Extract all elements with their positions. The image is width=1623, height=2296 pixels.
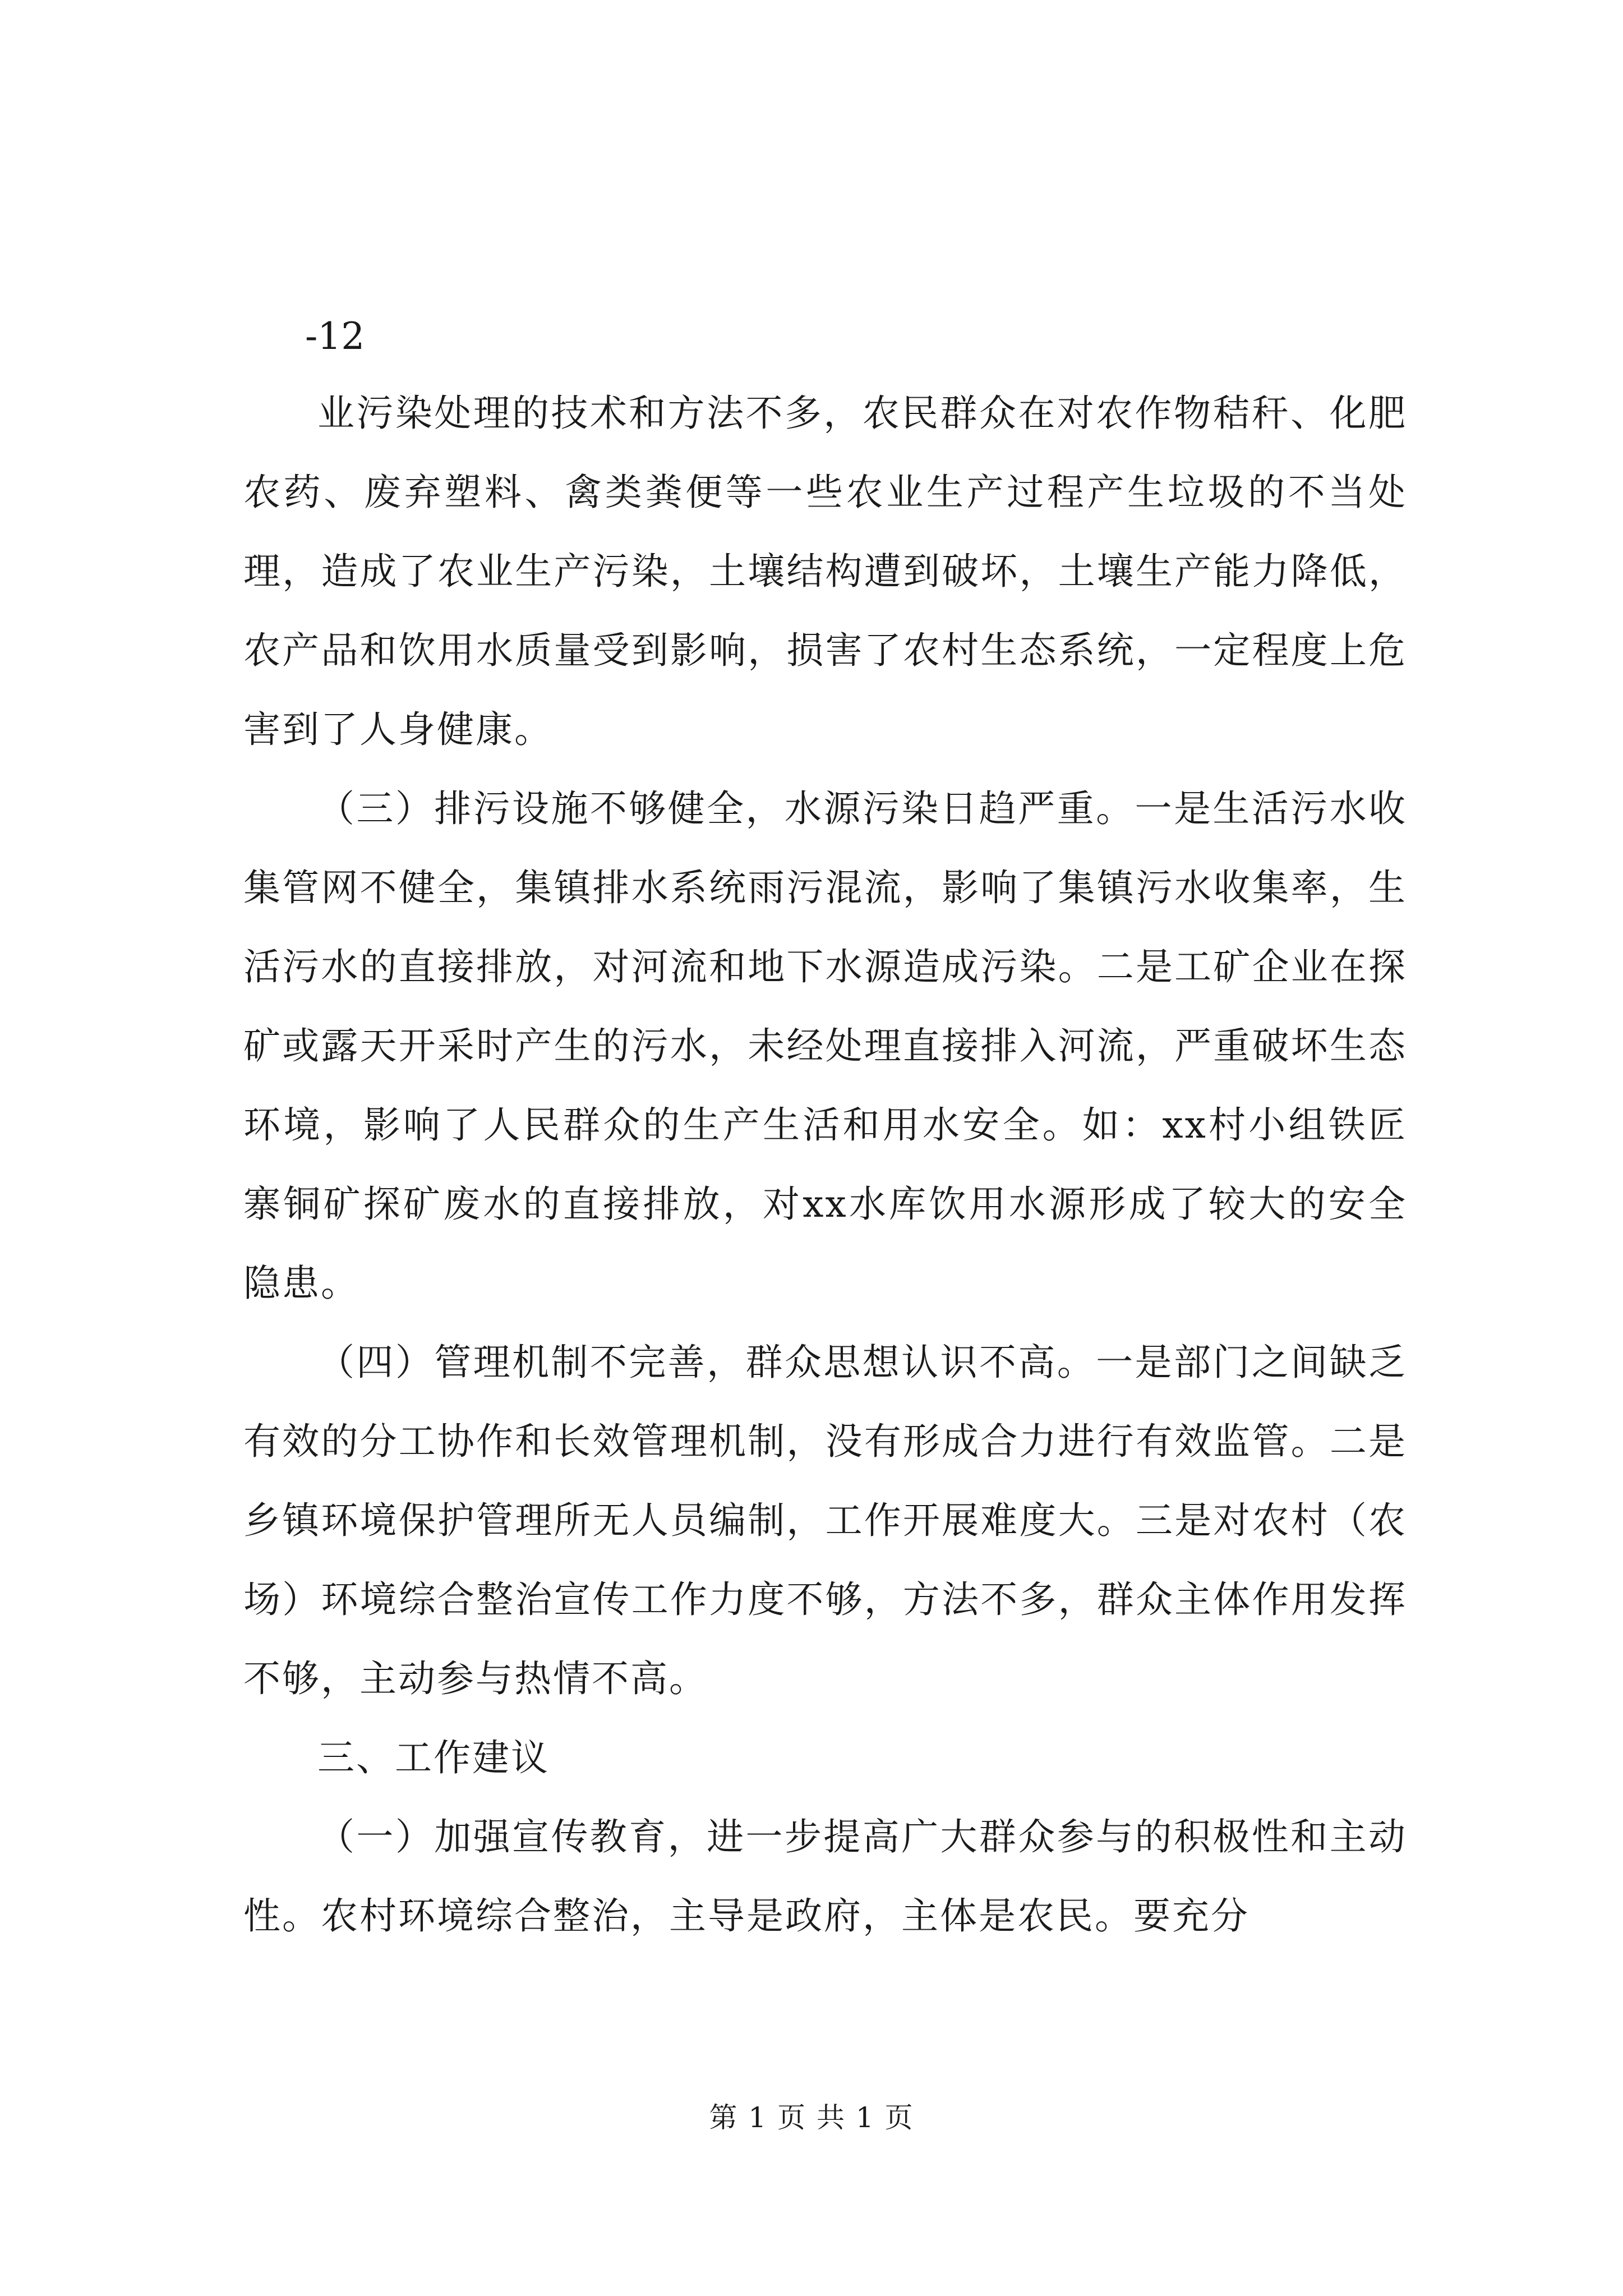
paragraph-suggestion-1: （一）加强宣传教育，进一步提高广大群众参与的积极性和主动性。农村环境综合整治，主导是政府，主体是农民。要充分 xyxy=(243,1815,1407,1938)
paragraph-continued: 业污染处理的技术和方法不多，农民群众在对农作物秸秆、化肥农药、废弃塑料、禽类粪便等一些农业生产过程产生垃圾的不当处理，造成了农业生产污染，土壤结构遭到破坏，土壤生产能力降低，农产品和饮用水质量受到影响，损害了农村生态系统，一定程度上危害到了人身健康。 xyxy=(243,392,1407,751)
page-footer: 第 1 页 共 1 页 xyxy=(709,2101,914,2134)
body-text xyxy=(243,303,1407,1955)
paragraph-section-3: （三）排污设施不够健全，水源污染日趋严重。一是生活污水收集管网不健全，集镇排水系统雨污混流，影响了集镇污水收集率，生活污水的直接排放，对河流和地下水源造成污染。二是工矿企业在探矿或露天开采时产生的污水，未经处理直接排入河流，严重破坏生态环境，影响了人民群众的生产生活和用水安全。如：xx村小组铁匠寨铜矿探矿废水的直接排放，对xx水库饮用水源形成了较大的安全隐患。 xyxy=(243,787,1407,1305)
section-heading-work-suggestions: 三、工作建议 xyxy=(317,1736,550,1779)
paragraph-section-4: （四）管理机制不完善，群众思想认识不高。一是部门之间缺乏有效的分工协作和长效管理机制，没有形成合力进行有效监管。二是乡镇环境保护管理所无人员编制，工作开展难度大。三是对农村（农场）环境综合整治宣传工作力度不够，方法不多，群众主体作用发挥不够，主动参与热情不高。 xyxy=(243,1341,1407,1700)
page-marker: -12 xyxy=(305,315,365,358)
